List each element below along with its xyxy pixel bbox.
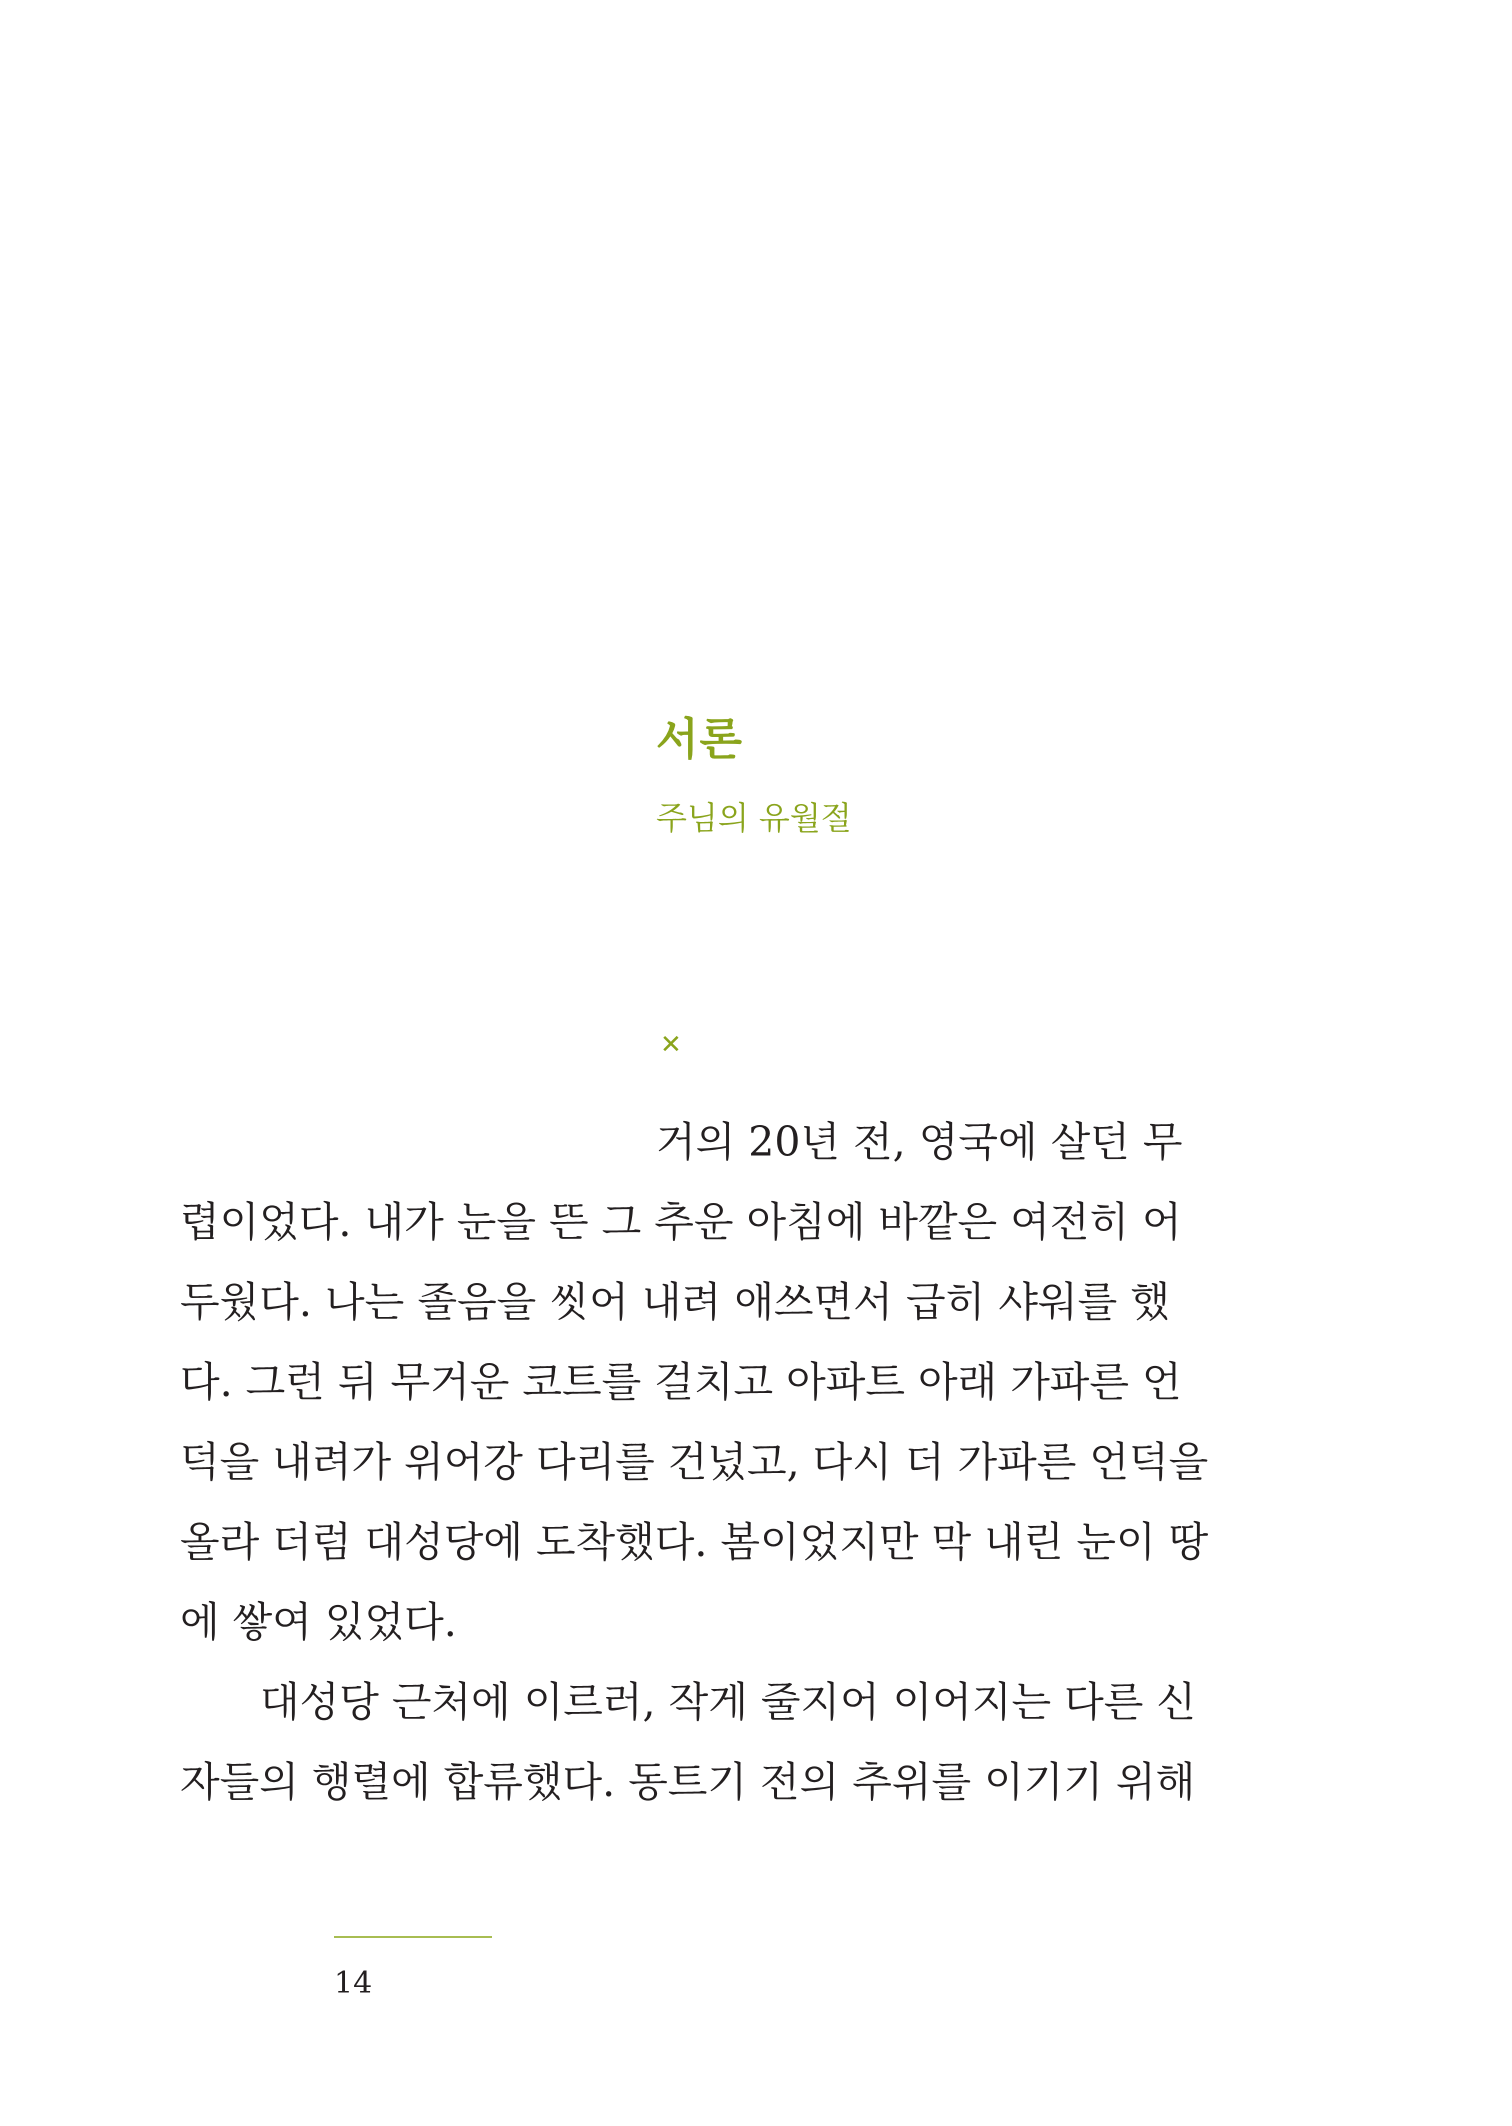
body-line: 에 쌓여 있었다. bbox=[180, 1598, 457, 1646]
body-text bbox=[180, 1102, 1209, 1822]
body-line: 두웠다. 나는 졸음을 씻어 내려 애쓰면서 급히 샤워를 했 bbox=[180, 1278, 1170, 1326]
page-number: 14 bbox=[334, 1966, 373, 2001]
body-line: 자들의 행렬에 합류했다. 동트기 전의 추위를 이기기 위해 bbox=[180, 1758, 1196, 1806]
body-line: 거의 20년 전, 영국에 살던 무 bbox=[656, 1118, 1183, 1166]
chapter-subtitle: 주님의 유월절 bbox=[656, 799, 852, 837]
section-ornament-icon: ✕ bbox=[660, 1030, 682, 1060]
body-line: 렵이었다. 내가 눈을 뜬 그 추운 아침에 바깥은 여전히 어 bbox=[180, 1198, 1182, 1246]
body-line: 다. 그런 뒤 무거운 코트를 걸치고 아파트 아래 가파른 언 bbox=[180, 1358, 1182, 1406]
chapter-title: 서론 bbox=[656, 714, 744, 765]
body-line: 올라 더럼 대성당에 도착했다. 봄이었지만 막 내린 눈이 땅 bbox=[180, 1518, 1209, 1566]
body-line: 대성당 근처에 이르러, 작게 줄지어 이어지는 다른 신 bbox=[260, 1678, 1196, 1726]
body-line: 덕을 내려가 위어강 다리를 건넜고, 다시 더 가파른 언덕을 bbox=[180, 1438, 1209, 1486]
footer-rule bbox=[334, 1936, 492, 1938]
